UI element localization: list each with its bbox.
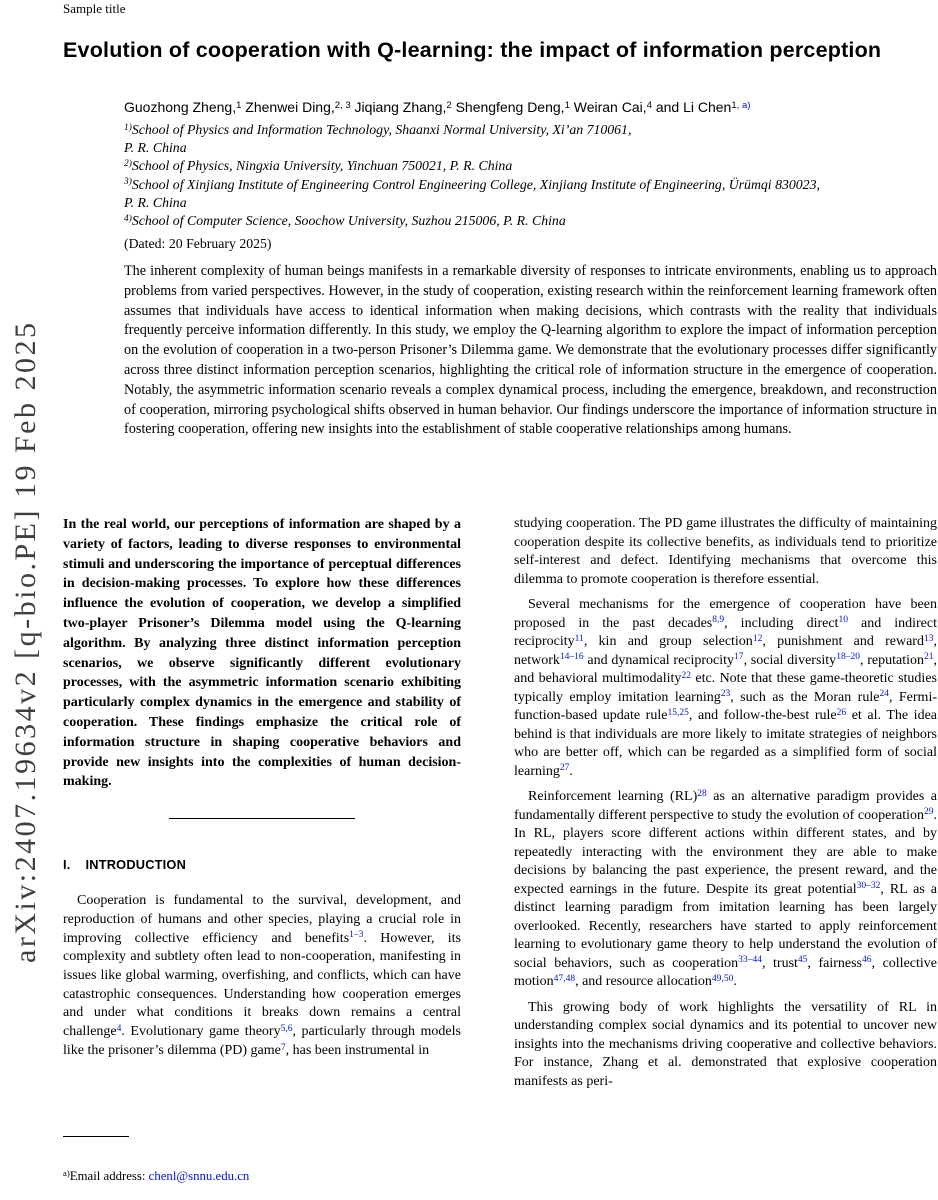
section-title: INTRODUCTION <box>85 857 187 873</box>
affiliation-line: P. R. China <box>124 140 187 156</box>
author-line: Guozhong Zheng,$^1$ Zhenwei Ding,$^{2, 3}$ Jiqiang Zhang,$^2$ Shengfeng Deng,$^1$ Weiran Cai,$^4$ and Li Chen$^{1,}$ $^{a)}$ <box>124 99 751 115</box>
footnote-rule <box>63 1136 129 1137</box>
citation-ref-link[interactable]: 24 <box>879 689 889 700</box>
citation-ref-link[interactable]: a) <box>741 99 751 111</box>
significance-paragraph: In the real world, our perceptions of information are shaped by a variety of factors, leading to diverse responses to environmental stimuli and underscoring the importance of perceptual differences in decision-making processes. To explore how these differences influence the evolution of cooperation, we develop a simplified two-player Prisoner’s Dilemma model using the Q-learning algorithm. By analyzing three distinct information perception scenarios, we observe significantly different evolutionary processes, with the asymmetric information scenario exhibiting particularly complex dynamics in the emergence and stability of cooperation. These findings emphasize the critical role of information structure in shaping cooperative behaviors and provide new insights into the complexities of human decision-making. <box>63 517 461 790</box>
affiliations-block <box>124 121 820 230</box>
citation-ref-link[interactable]: 33–44 <box>738 955 762 966</box>
citation-ref-link[interactable]: 17 <box>734 652 744 663</box>
superscript-label: 1) <box>124 122 132 133</box>
two-column-body <box>63 515 937 1200</box>
superscript-label: 4) <box>124 213 132 224</box>
affiliation-line: P. R. China <box>124 194 187 210</box>
citation-ref-link[interactable]: 29 <box>923 807 934 818</box>
citation-ref-link[interactable]: 49,50 <box>711 973 734 984</box>
superscript-label: 2 <box>446 99 452 111</box>
left-column <box>63 515 461 1200</box>
email-footnote: $^{a)}$Email address: chenl@snnu.edu.cn <box>63 1168 250 1183</box>
section-heading-introduction <box>63 857 461 872</box>
superscript-label: 3) <box>124 177 132 188</box>
citation-ref-link[interactable]: 10 <box>838 615 848 626</box>
superscript-label: 2) <box>124 159 132 170</box>
citation-ref-link[interactable]: 30–32 <box>856 881 881 892</box>
affiliation-line: $^{2)}$School of Physics, Ningxia University, Yinchuan 750021, P. R. China <box>124 158 513 174</box>
separator-rule <box>169 818 355 819</box>
email-link[interactable]: chenl@snnu.edu.cn <box>148 1169 250 1183</box>
citation-ref-link[interactable]: 22 <box>681 670 691 681</box>
affiliation-line: $^{3)}$School of Xinjiang Institute of Engineering Control Engineering College, Xinjiang Institute of Engineering, Ürümqi 830023, <box>124 176 820 192</box>
superscript-label: 1 <box>236 99 242 111</box>
affiliation-line: $^{1)}$School of Physics and Information Technology, Shaanxi Normal University, Xi’an 710061, <box>124 122 632 137</box>
superscript-label: 4 <box>646 99 652 111</box>
intro-paragraph: Cooperation is fundamental to the survival, development, and reproduction of humans and other species, playing a crucial role in improving collective efficiency and benefits$^{1-3}$. However, its complexity and subtlety often lead to non-cooperation, manifesting in issues like global warming, overfishing, and conflicts, which can have catastrophic consequences. Understanding how cooperation emerges and under what conditions it breaks down remains a central challenge$^4$. Evolutionary game theory$^{5,6}$, particularly through models like the prisoner’s dilemma (PD) game$^7$, has been instrumental in <box>63 893 461 1058</box>
citation-ref-link[interactable]: 26 <box>836 707 847 718</box>
citation-ref-link[interactable]: 23 <box>720 689 731 700</box>
body-paragraph: studying cooperation. The PD game illustrates the difficulty of maintaining cooperation despite its collective benefits, as individuals tend to prioritize self-interest and defect. Identifying mechanisms that overcome this dilemma to promote cooperation is therefore essential. <box>514 516 937 587</box>
abstract-paragraph: The inherent complexity of human beings manifests in a remarkable diversity of responses to intricate environments, enabling us to approach problems from varied perspectives. However, in the study of cooperation, existing research within the reinforcement learning framework often assumes that individuals have access to identical information when making decisions, which contrasts with the reality that individuals frequently perceive information differently. In this study, we employ the Q-learning algorithm to explore the impact of information perception on the evolution of cooperation in a two-person Prisoner’s Dilemma game. We demonstrate that the evolutionary processes differ significantly across three distinct information perception scenarios, highlighting the critical role of information structure in the emergence of cooperation. Notably, the asymmetric information scenario reveals a complex dynamical process, including the emergence, breakdown, and reconstruction of cooperation, mirroring psychological shifts observed in human behavior. Our findings underscore the importance of information structure in fostering cooperation, offering new insights into the establishment of stable cooperative relationships among humans. <box>124 263 937 438</box>
citation-ref-link[interactable]: 1–3 <box>349 930 364 941</box>
superscript-label: 1 <box>564 99 570 111</box>
body-paragraph: Reinforcement learning (RL)$^{28}$ as an alternative paradigm provides a fundamentally different perspective to study the evolution of cooperation$^{29}$. In RL, players score different actions within different states, and by repeatedly interacting with the environment they are able to make decisions by balancing the past experience, the present reward, and the expected earnings in the future. Despite its great potential$^{30-32}$, RL as a distinct learning paradigm from imitation learning has been largely overlooked. Recently, researchers have started to apply reinforcement learning to evolutionary game theory to help understand the evolution of social behaviors, such as cooperation$^{33-44}$, trust$^{45}$, fairness$^{46}$, collective motion$^{47,48}$, and resource allocation$^{49,50}$. <box>514 788 937 989</box>
footnote-area <box>63 1126 463 1200</box>
citation-ref-link[interactable]: 4 <box>116 1023 122 1034</box>
citation-ref-link[interactable]: 28 <box>697 788 707 799</box>
superscript-label: a) <box>63 1168 70 1179</box>
citation-ref-link[interactable]: 45 <box>797 955 808 966</box>
citation-ref-link[interactable]: 7 <box>280 1042 286 1053</box>
citation-ref-link[interactable]: 5,6 <box>280 1023 293 1034</box>
citation-ref-link[interactable]: 47,48 <box>553 973 576 984</box>
citation-ref-link[interactable]: 27 <box>559 763 570 774</box>
superscript-label: 2, 3 <box>334 99 351 111</box>
right-column <box>514 515 937 1200</box>
citation-ref-link[interactable]: 46 <box>862 955 872 966</box>
body-paragraph: Several mechanisms for the emergence of cooperation have been proposed in the past decades$^{8,9}$, including direct$^{10}$ and indirect reciprocity$^{11}$, kin and group selection$^{12}$, punishment and reward$^{13}$, network$^{14-16}$ and dynamical reciprocity$^{17}$, social diversity$^{18-20}$, reputation$^{21}$, and behavioral multimodality$^{22}$ etc. Note that these game-theoretic studies typically employ imitation learning$^{23}$, such as the Moran rule$^{24}$, Fermi-function-based update rule$^{15,25}$, and follow-the-best rule$^{26}$ et al. The idea behind is that individuals are more likely to imitate strategies of neighbors who are better off, which can be regarded as a simplified form of social learning$^{27}$. <box>514 597 937 779</box>
citation-ref-link[interactable]: 15,25 <box>667 707 689 718</box>
citation-ref-link[interactable]: 21 <box>923 652 934 663</box>
citation-ref-link[interactable]: 18–20 <box>836 652 860 663</box>
running-header: Sample title <box>63 1 126 16</box>
citation-ref-link[interactable]: 14–16 <box>559 652 584 663</box>
section-number: I. <box>63 857 71 873</box>
body-paragraph: This growing body of work highlights the versatility of RL in understanding complex social dynamics and its potential to uncover new insights into the mechanisms driving cooperative and collective behaviors. For instance, Zhang et al. demonstrated that explosive cooperation manifests as peri- <box>514 999 937 1089</box>
dated-line: (Dated: 20 February 2025) <box>124 236 272 251</box>
paper-title: Evolution of cooperation with Q-learning: the impact of information perception <box>63 38 882 62</box>
superscript-label: 1, <box>731 99 742 111</box>
citation-ref-link[interactable]: 8,9 <box>712 615 725 626</box>
affiliation-line: $^{4)}$School of Computer Science, Soochow University, Suzhou 215006, P. R. China <box>124 213 566 229</box>
citation-ref-link[interactable]: 13 <box>923 633 934 644</box>
arxiv-watermark: arXiv:2407.19634v2 [q-bio.PE] 19 Feb 2025 <box>9 320 42 963</box>
citation-ref-link[interactable]: 12 <box>752 633 763 644</box>
citation-ref-link[interactable]: 11 <box>574 633 584 644</box>
